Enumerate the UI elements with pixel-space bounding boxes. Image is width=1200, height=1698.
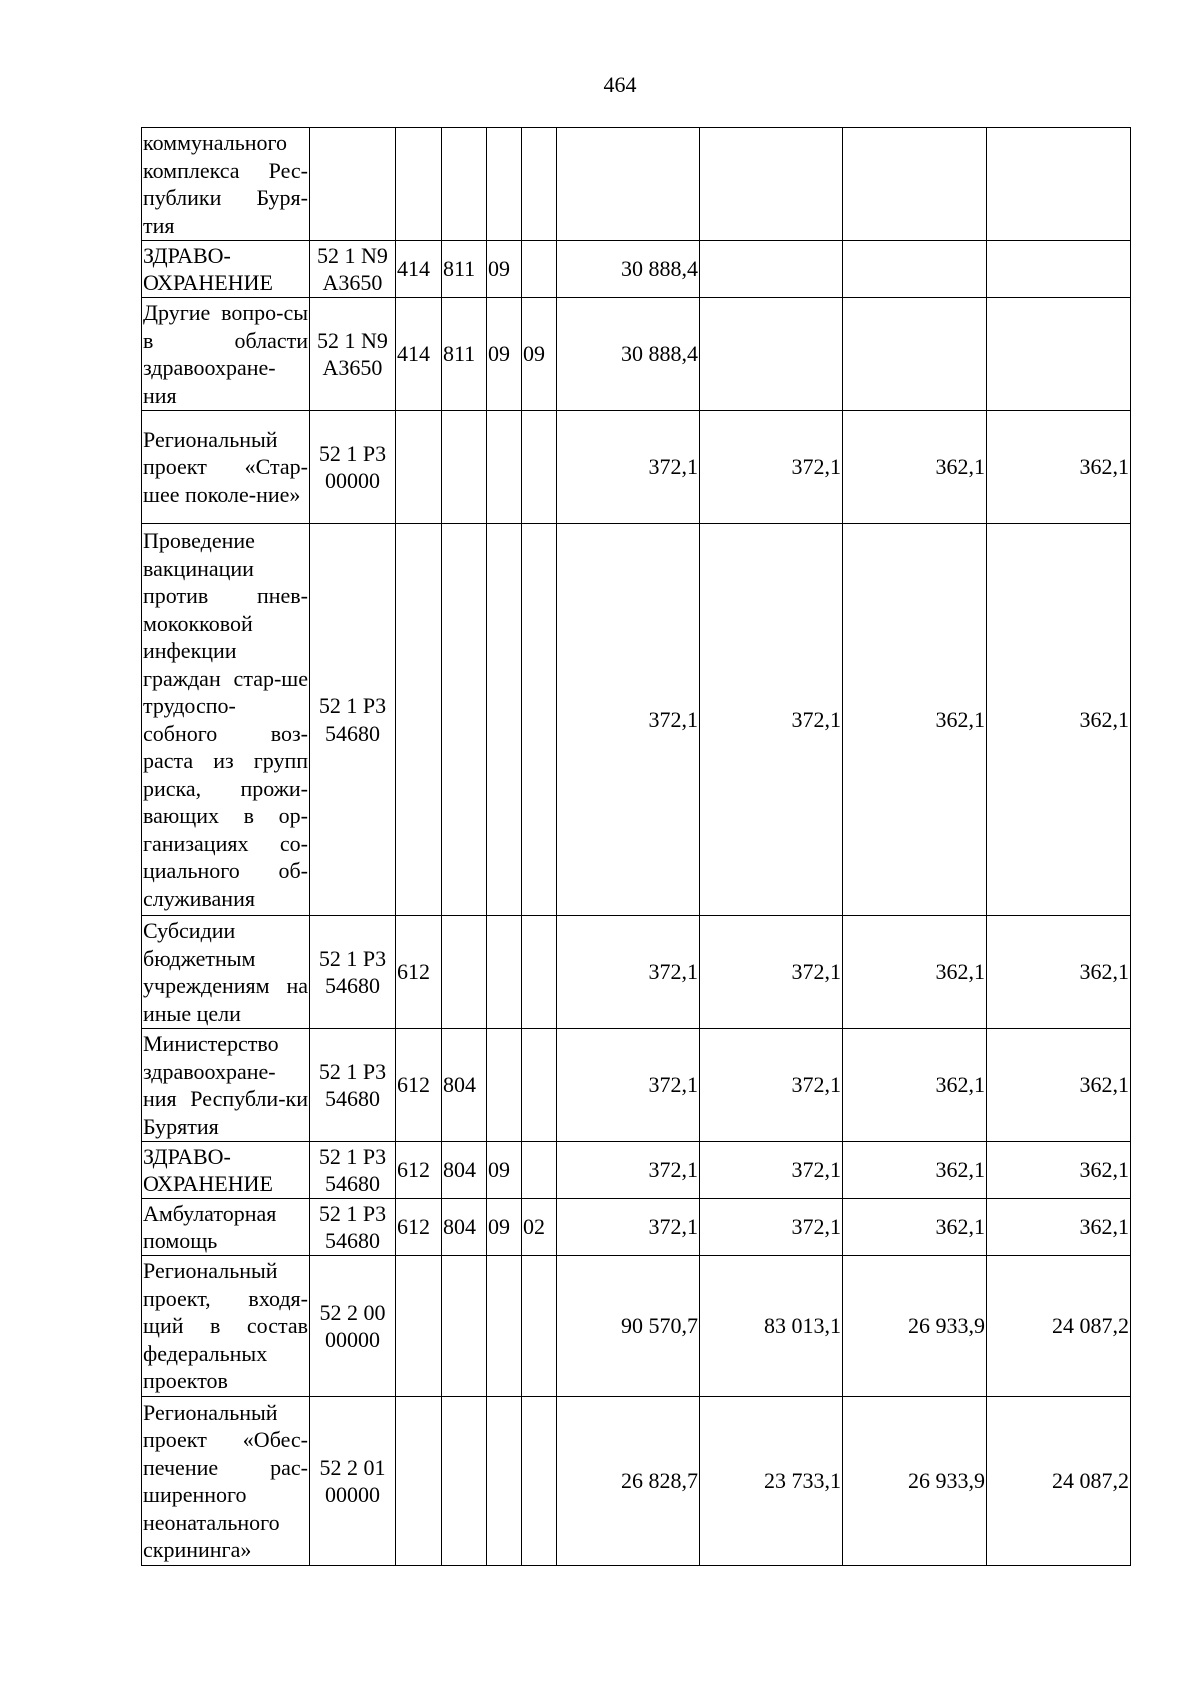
table-row <box>142 1397 1131 1566</box>
ministry-code-cell: 804 <box>442 1029 487 1142</box>
expense-type-cell: 612 <box>396 1142 442 1199</box>
amount-col-4-cell: 362,1 <box>987 1029 1131 1142</box>
amount-col-1-cell: 90 570,7 <box>557 1256 700 1397</box>
section-code-cell <box>487 1256 522 1397</box>
target-article-code-cell: 52 1 Р3 00000 <box>310 411 396 524</box>
target-article-code-cell: 52 1 Р3 54680 <box>310 1142 396 1199</box>
ministry-code-cell: 811 <box>442 241 487 298</box>
expense-type-cell <box>396 128 442 241</box>
amount-col-4-cell: 362,1 <box>987 524 1131 916</box>
table-row <box>142 524 1131 916</box>
section-code-cell <box>487 524 522 916</box>
amount-col-4-cell: 24 087,2 <box>987 1256 1131 1397</box>
amount-col-4-cell: 362,1 <box>987 411 1131 524</box>
row-name-cell: Региональный проект «Стар-шее поколе-ние» <box>142 411 310 524</box>
ministry-code-cell: 804 <box>442 1142 487 1199</box>
row-name-cell: Министерство здравоохране-ния Республи-ки Бурятия <box>142 1029 310 1142</box>
amount-col-2-cell: 83 013,1 <box>700 1256 843 1397</box>
amount-col-1-cell: 372,1 <box>557 524 700 916</box>
subsection-code-cell <box>522 1029 557 1142</box>
amount-col-2-cell <box>700 128 843 241</box>
target-article-code-cell: 52 1 N9 А3650 <box>310 298 396 411</box>
expense-type-cell <box>396 524 442 916</box>
ministry-code-cell: 804 <box>442 1199 487 1256</box>
amount-col-3-cell: 362,1 <box>843 1142 987 1199</box>
amount-col-1-cell: 372,1 <box>557 1199 700 1256</box>
section-code-cell <box>487 916 522 1029</box>
budget-table <box>141 127 1131 1566</box>
table-row <box>142 241 1131 298</box>
amount-col-3-cell <box>843 298 987 411</box>
amount-col-3-cell: 362,1 <box>843 411 987 524</box>
subsection-code-cell <box>522 411 557 524</box>
expense-type-cell <box>396 1397 442 1566</box>
amount-col-4-cell <box>987 241 1131 298</box>
row-name-cell: Региональный проект «Обес-печение рас-ширенного неонатального скрининга» <box>142 1397 310 1566</box>
ministry-code-cell: 811 <box>442 298 487 411</box>
amount-col-1-cell: 372,1 <box>557 1029 700 1142</box>
target-article-code-cell: 52 1 Р3 54680 <box>310 524 396 916</box>
amount-col-2-cell: 372,1 <box>700 1029 843 1142</box>
ministry-code-cell <box>442 916 487 1029</box>
table-row <box>142 128 1131 241</box>
expense-type-cell: 612 <box>396 916 442 1029</box>
expense-type-cell: 414 <box>396 241 442 298</box>
amount-col-3-cell <box>843 128 987 241</box>
amount-col-2-cell: 23 733,1 <box>700 1397 843 1566</box>
amount-col-4-cell <box>987 298 1131 411</box>
amount-col-3-cell: 26 933,9 <box>843 1397 987 1566</box>
section-code-cell <box>487 411 522 524</box>
amount-col-4-cell: 24 087,2 <box>987 1397 1131 1566</box>
expense-type-cell <box>396 1256 442 1397</box>
subsection-code-cell <box>522 1397 557 1566</box>
row-name-cell: коммунального комплекса Рес-публики Буря-тия <box>142 128 310 241</box>
amount-col-4-cell: 362,1 <box>987 916 1131 1029</box>
subsection-code-cell <box>522 916 557 1029</box>
table-row <box>142 1142 1131 1199</box>
subsection-code-cell: 02 <box>522 1199 557 1256</box>
ministry-code-cell <box>442 411 487 524</box>
amount-col-1-cell: 30 888,4 <box>557 298 700 411</box>
amount-col-2-cell <box>700 298 843 411</box>
page-number: 464 <box>603 72 637 97</box>
section-code-cell <box>487 1029 522 1142</box>
amount-col-2-cell: 372,1 <box>700 1199 843 1256</box>
section-code-cell <box>487 128 522 241</box>
amount-col-1-cell: 26 828,7 <box>557 1397 700 1566</box>
amount-col-2-cell: 372,1 <box>700 524 843 916</box>
amount-col-4-cell: 362,1 <box>987 1142 1131 1199</box>
section-code-cell <box>487 1397 522 1566</box>
ministry-code-cell <box>442 1256 487 1397</box>
target-article-code-cell: 52 1 Р3 54680 <box>310 1029 396 1142</box>
amount-col-3-cell: 26 933,9 <box>843 1256 987 1397</box>
amount-col-1-cell: 30 888,4 <box>557 241 700 298</box>
target-article-code-cell <box>310 128 396 241</box>
amount-col-3-cell: 362,1 <box>843 1199 987 1256</box>
amount-col-4-cell: 362,1 <box>987 1199 1131 1256</box>
section-code-cell: 09 <box>487 241 522 298</box>
expense-type-cell: 612 <box>396 1199 442 1256</box>
amount-col-1-cell: 372,1 <box>557 1142 700 1199</box>
target-article-code-cell: 52 2 00 00000 <box>310 1256 396 1397</box>
section-code-cell: 09 <box>487 298 522 411</box>
table-row <box>142 298 1131 411</box>
row-name-cell: Субсидии бюджетным учреждениям на иные цели <box>142 916 310 1029</box>
table-row <box>142 1256 1131 1397</box>
amount-col-1-cell: 372,1 <box>557 411 700 524</box>
expense-type-cell: 414 <box>396 298 442 411</box>
subsection-code-cell <box>522 1256 557 1397</box>
amount-col-3-cell <box>843 241 987 298</box>
target-article-code-cell: 52 1 N9 А3650 <box>310 241 396 298</box>
amount-col-2-cell: 372,1 <box>700 916 843 1029</box>
subsection-code-cell <box>522 241 557 298</box>
section-code-cell: 09 <box>487 1142 522 1199</box>
amount-col-1-cell <box>557 128 700 241</box>
target-article-code-cell: 52 2 01 00000 <box>310 1397 396 1566</box>
target-article-code-cell: 52 1 Р3 54680 <box>310 916 396 1029</box>
subsection-code-cell <box>522 524 557 916</box>
row-name-cell: Амбулаторная помощь <box>142 1199 310 1256</box>
amount-col-4-cell <box>987 128 1131 241</box>
ministry-code-cell <box>442 1397 487 1566</box>
amount-col-3-cell: 362,1 <box>843 916 987 1029</box>
subsection-code-cell <box>522 128 557 241</box>
table-body <box>142 128 1131 1566</box>
row-name-cell: Проведение вакцинации против пнев-мококковой инфекции граждан стар-ше трудоспо-собного воз-раста из групп риска, прожи-вающих в ор-ганизациях со-циального об-служивания <box>142 524 310 916</box>
expense-type-cell: 612 <box>396 1029 442 1142</box>
amount-col-1-cell: 372,1 <box>557 916 700 1029</box>
expense-type-cell <box>396 411 442 524</box>
amount-col-2-cell: 372,1 <box>700 411 843 524</box>
row-name-cell: ЗДРАВО-ОХРАНЕНИЕ <box>142 241 310 298</box>
row-name-cell: Региональный проект, входя-щий в состав федеральных проектов <box>142 1256 310 1397</box>
table-row <box>142 411 1131 524</box>
table-row <box>142 916 1131 1029</box>
target-article-code-cell: 52 1 Р3 54680 <box>310 1199 396 1256</box>
amount-col-3-cell: 362,1 <box>843 1029 987 1142</box>
ministry-code-cell <box>442 128 487 241</box>
amount-col-2-cell <box>700 241 843 298</box>
row-name-cell: Другие вопро-сы в области здравоохране-ния <box>142 298 310 411</box>
row-name-cell: ЗДРАВО-ОХРАНЕНИЕ <box>142 1142 310 1199</box>
amount-col-2-cell: 372,1 <box>700 1142 843 1199</box>
subsection-code-cell <box>522 1142 557 1199</box>
table-row <box>142 1029 1131 1142</box>
amount-col-3-cell: 362,1 <box>843 524 987 916</box>
subsection-code-cell: 09 <box>522 298 557 411</box>
section-code-cell: 09 <box>487 1199 522 1256</box>
table-row <box>142 1199 1131 1256</box>
ministry-code-cell <box>442 524 487 916</box>
